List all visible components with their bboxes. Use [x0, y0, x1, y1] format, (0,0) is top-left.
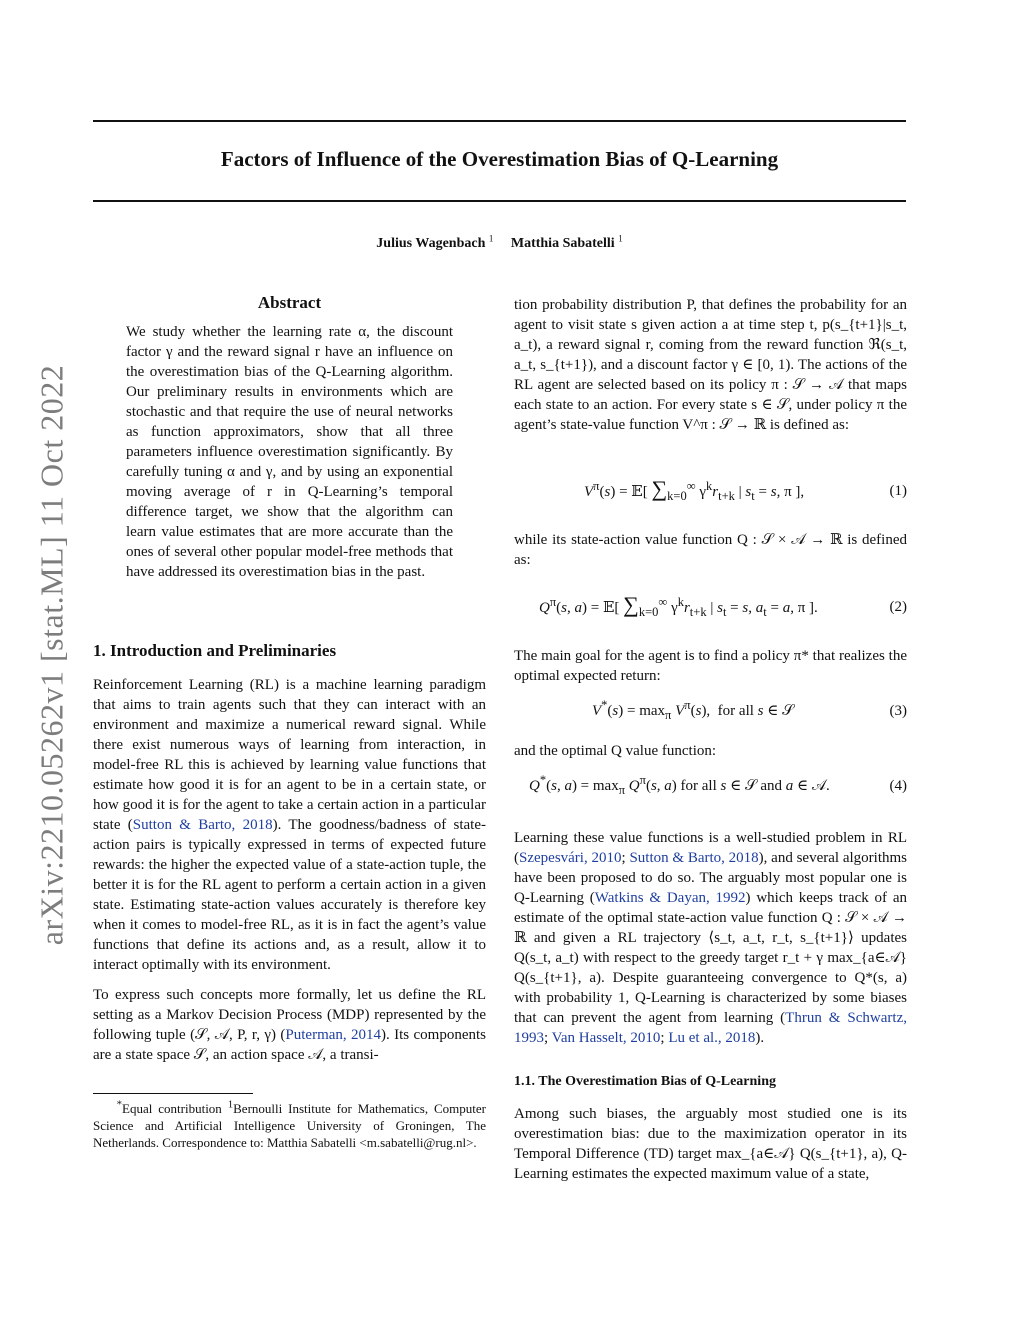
equation-1 — [514, 470, 907, 514]
citation-link[interactable]: Puterman, 2014 — [285, 1027, 382, 1043]
subsection-heading: 1.1. The Overestimation Bias of Q-Learning — [514, 1074, 776, 1089]
abstract-text — [126, 322, 453, 582]
author-affiliation: 1 — [488, 233, 494, 244]
citation-link[interactable]: Lu et al., 2018 — [668, 1030, 756, 1046]
equation-number: (4) — [889, 778, 907, 794]
right-column-goal — [514, 646, 907, 686]
citation-link[interactable]: Thrun & Schwartz, 1993 — [514, 1010, 907, 1046]
equation-body: $V^*(s) = \max_\pi V^\pi(s)$, for all s ∈ 𝒮 — [592, 698, 794, 722]
intro-paragraph-1 — [93, 675, 486, 975]
right-paragraph-1: tion probability distribution P, that defines the probability for an agent to visit state s given action a at time step t, p(s_{t+1}|s_t, a_t), a reward signal r, coming from the reward function ℜ(s_t, a_t, s_{t+1}), and a discount factor γ ∈ [0, 1). The actions of the RL agent are selected based on its policy π : 𝒮 → 𝒜 that maps each state to an action. For every state s ∈ 𝒮, under policy π the agent’s state-value function V^π : 𝒮 → ℝ is defined as: — [514, 297, 907, 433]
equation-body: $Q^\pi(s$, a) = 𝔼[ $\sum_{k=0}^\infty$ $\gamma^kr_{t+k}$ | $s_t = s$, $a_t = a$, π ]. — [539, 592, 818, 619]
right-paragraph-5: Learning these value functions is a well-studied problem in RL (Szepesvári, 2010; Sutton & Barto, 2018), and several algorithms have been proposed to do so. The arguably most popular one is Q-Learning (Watkins & Dayan, 1992) which keeps track of an estimate of the optimal state-action value function Q : 𝒮 × 𝒜 → ℝ and given a RL trajectory ⟨s_t, a_t, r_t, s_{t+1}⟩ updates Q(s_t, a_t) with respect to the greedy target r_t + γ max_{a∈𝒜} Q(s_{t+1}, a). Despite guaranteeing convergence to Q*(s, a) with probability 1, Q-Learning is characterized by some biases that can prevent the agent from learning (Thrun & Schwartz, 1993; Van Hasselt, 2010; Lu et al., 2018). — [514, 830, 908, 1046]
author-name: Julius Wagenbach — [376, 236, 486, 251]
footnote-text: Bernoulli Institute for Mathematics, Computer Science and Artificial Intelligence University of Groningen, The Netherlands. Correspondence to: Matthia Sabatelli <m.sabatelli@rug.nl>. — [93, 1101, 487, 1150]
citation-link[interactable]: Watkins & Dayan, 1992 — [594, 890, 746, 906]
title-top-rule — [93, 120, 906, 122]
equation-number: (3) — [889, 703, 907, 719]
right-paragraph-6: Among such biases, the arguably most studied one is its overestimation bias: due to the maximization operator in its Temporal Difference (TD) target max_{a∈𝒜} Q(s_{t+1}, a), Q-Learning estimates the expected maximum value of a state, — [514, 1106, 907, 1182]
equation-number: (2) — [889, 599, 907, 615]
title-bottom-rule — [93, 200, 906, 202]
abstract-heading: Abstract — [257, 293, 322, 312]
citation-link[interactable]: Sutton & Barto, 2018 — [629, 850, 759, 866]
footnote-text: Equal contribution — [122, 1101, 228, 1116]
footnote: *Equal contribution $^1$Bernoulli Institute for Mathematics, Computer Science and Artificial Intelligence University of Groningen, The Netherlands. Correspondence to: Matthia Sabatelli <m.sabatelli@rug.nl>. — [93, 1098, 487, 1150]
arxiv-identifier: arXiv:2210.05262v1 [stat.ML] 11 Oct 2022 — [33, 364, 70, 946]
right-column-learning — [514, 828, 907, 1184]
right-column-top — [514, 295, 907, 435]
text-run: ). The goodness/badness of state-action pairs is typically expressed in terms of expected future rewards: the higher the expected value of a state-action tuple, the better it is for the RL agent to perform a certain action in a given state. Estimating state-action values accurately is therefore key when it comes to model-free RL, as it is in fact the agent’s value functions that define its actions and, as a result, allow it to interact optimally with its environment. — [93, 817, 487, 973]
text-run: ). Its components are a state space 𝒮, an action space 𝒜, a transi- — [93, 1027, 486, 1063]
text-run: To express such concepts more formally, let us define the RL setting as a Markov Decision Process (MDP) represented by the following tuple (𝒮, 𝒜, P, r, γ) ( — [93, 987, 486, 1043]
equation-4 — [514, 775, 907, 805]
footnote-rule — [93, 1093, 253, 1094]
author-name: Matthia Sabatelli — [510, 236, 615, 251]
citation-link[interactable]: Sutton & Barto, 2018 — [132, 817, 273, 833]
right-column-mid — [514, 530, 907, 570]
equation-body: $V^\pi(s)$ = 𝔼[ $\sum_{k=0}^\infty$ $\gamma^kr_{t+k}$ | $s_t = s$, π ], — [584, 476, 805, 503]
text-run: ), and several algorithms have been proposed to do so. The arguably most popular one is Q-Learning ( — [514, 850, 907, 906]
author-list — [93, 233, 906, 252]
right-column-q — [514, 741, 907, 761]
intro-paragraph-2 — [93, 985, 486, 1065]
equation-3 — [514, 700, 907, 730]
equation-2 — [514, 586, 907, 630]
section-intro — [93, 641, 486, 1065]
text-run: Reinforcement Learning (RL) is a machine learning paradigm that aims to train agents such that they can interact with an environment and maximize a numerical reward signal. While there exist numerous ways of learning from interaction, in model-free RL this is achieved by learning value functions that estimate how good it is for an agent to be in a certain state, or how good it is for the agent to take a certain action in a particular state ( — [93, 677, 486, 833]
right-paragraph-4: and the optimal Q value function: — [514, 743, 717, 759]
citation-link[interactable]: Van Hasselt, 2010 — [551, 1030, 661, 1046]
paper-title: Factors of Influence of the Overestimation Bias of Q-Learning — [220, 147, 779, 171]
equation-body: Q*(s, $a) = \max_\pi Q^\pi(s$, a) for all s ∈ 𝒮 and a ∈ 𝒜. — [529, 773, 830, 797]
abstract-paragraph: We study whether the learning rate α, the discount factor γ and the reward signal r have an influence on the overestimation bias of the Q-Learning algorithm. Our preliminary results in environments which are stochastic and that require the use of neural networks as function approximators, show that all three parameters influence overestimation significantly. By carefully tuning α and γ, and by using an exponential moving average of r in Q-Learning’s temporal difference target, we show that the algorithm can learn value estimates that are more accurate than the ones of several other popular model-free methods that have addressed its overestimation bias in the past. — [126, 324, 453, 580]
text-run: Learning these value functions is a well-studied problem in RL ( — [514, 830, 907, 866]
text-run: ) which keeps track of an estimate of the optimal state-action value function Q : 𝒮 × 𝒜 → ℝ and given a RL trajectory ⟨s_t, a_t, r_t, s_{t+1}⟩ updates Q(s_t, a_t) with respect to the greedy target r_t + γ max_{a∈𝒜} Q(s_{t+1}, a). Despite guaranteeing convergence to Q*(s, a) with probability 1, Q-Learning is characterized by some biases that can prevent the agent from learning ( — [514, 890, 908, 1026]
right-paragraph-3: The main goal for the agent is to find a policy π* that realizes the optimal expected return: — [514, 648, 907, 684]
right-paragraph-2: while its state-action value function Q : 𝒮 × 𝒜 → ℝ is defined as: — [514, 532, 907, 568]
equation-number: (1) — [889, 483, 907, 499]
section-heading: 1. Introduction and Preliminaries — [93, 641, 337, 660]
author-affiliation: 1 — [618, 233, 623, 244]
citation-link[interactable]: Szepesvári, 2010 — [519, 850, 622, 866]
